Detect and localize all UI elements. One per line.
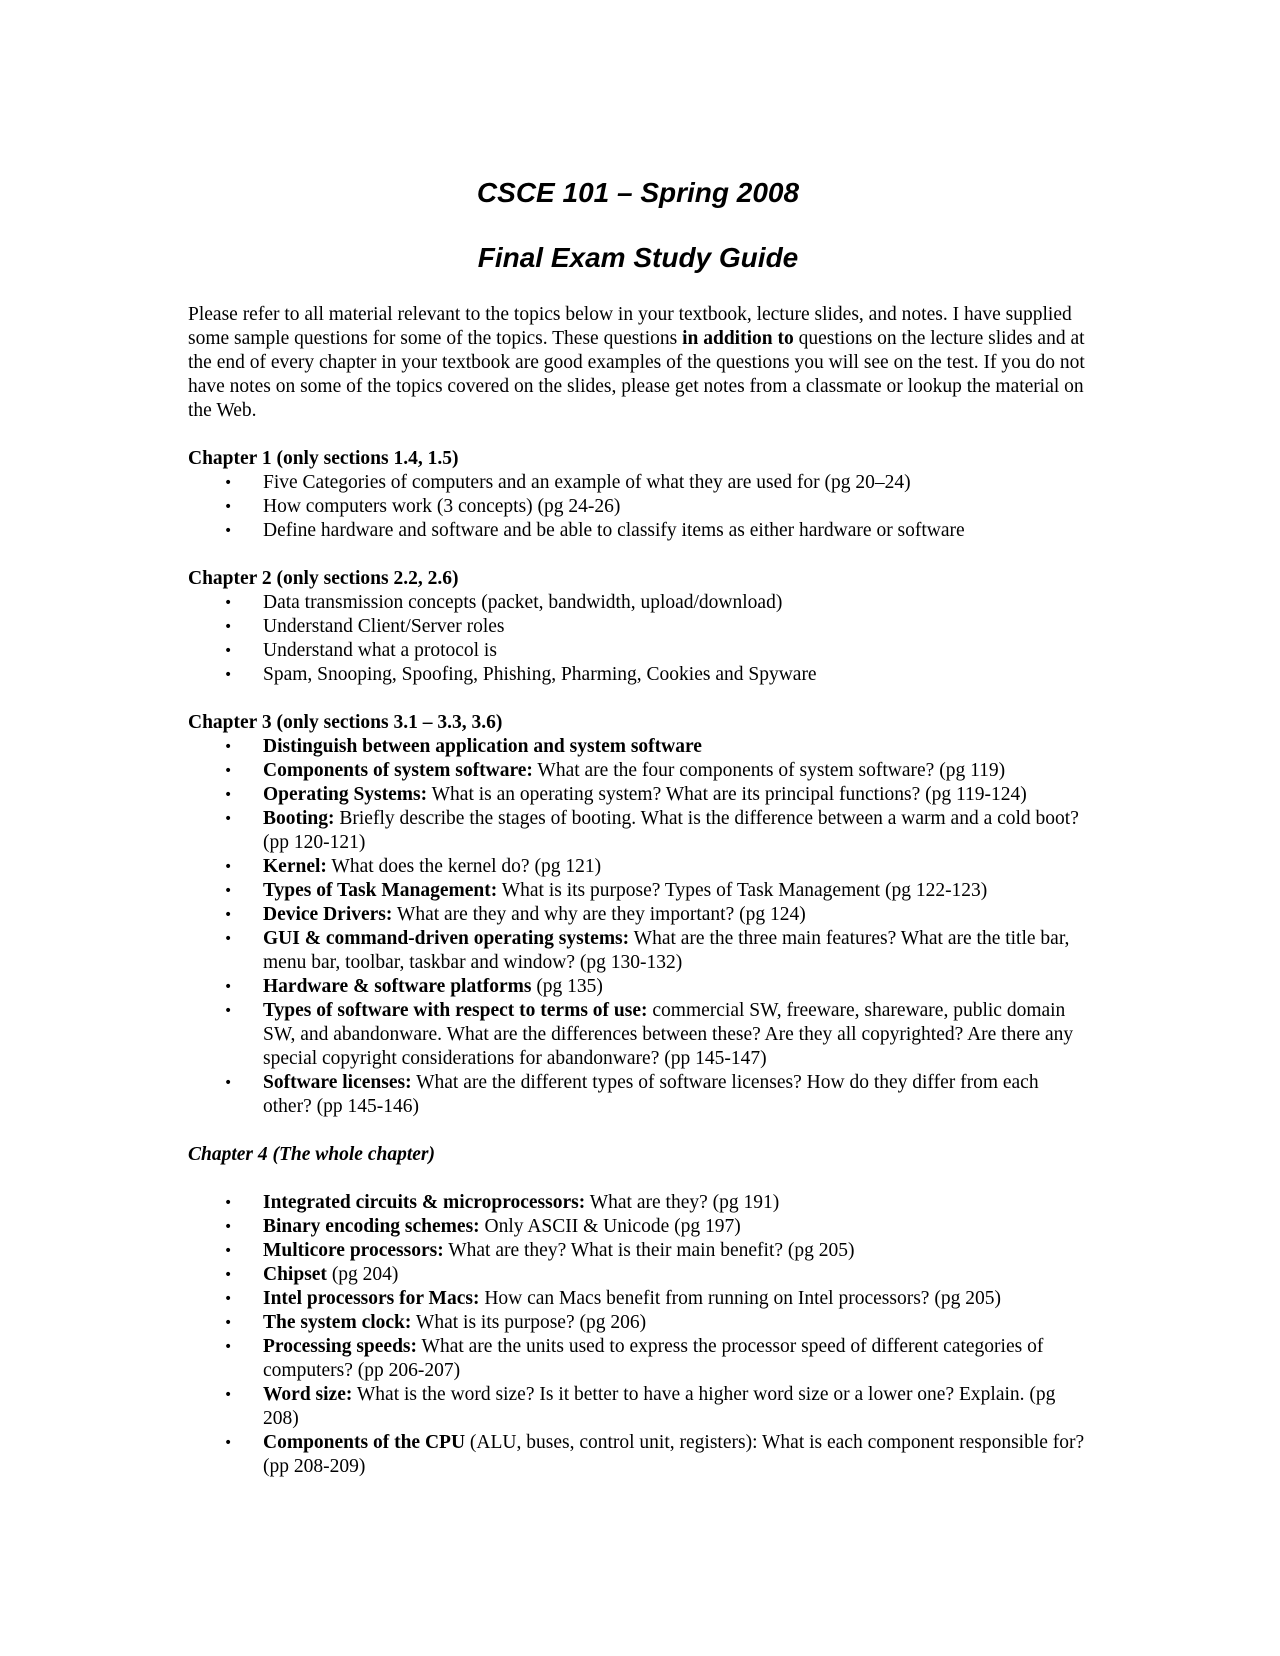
topic-text: Understand what a protocol is xyxy=(263,640,497,661)
topic-text: Data transmission concepts (packet, bandwidth, upload/download) xyxy=(263,592,783,613)
topic-text: What is the word size? Is it better to have a higher word size or a lower one? Explain. (pg 208) xyxy=(263,1384,1056,1429)
intro-text-part1: Please refer to all material relevant to the topics below in your textbook, lecture slides, and notes. I have supplied some sample questions for some of the topics. These questions xyxy=(188,304,1072,349)
bullet-icon: • xyxy=(224,595,233,611)
chapter-4-topic-list xyxy=(188,1191,1088,1479)
list-item xyxy=(188,519,1088,543)
bullet-icon: • xyxy=(224,1195,233,1211)
bullet-icon: • xyxy=(224,499,233,515)
topic-text: What are the three main features? What are the title bar, menu bar, toolbar, taskbar and window? (pg 130-132) xyxy=(263,928,1070,973)
topic-bold: Distinguish between application and system software xyxy=(263,736,702,757)
topic-bold: Software licenses: xyxy=(263,1072,412,1093)
topic-text: (ALU, buses, control unit, registers): What is each component responsible for? (pp 208-209) xyxy=(263,1432,1085,1477)
chapter-1-heading: Chapter 1 (only sections 1.4, 1.5) xyxy=(188,448,459,469)
intro-text-part2: questions on the lecture slides and at the end of every chapter in your textbook are good examples of the questions you will see on the test. If you do not have notes on some of the topics covered on the slides, please get notes from a classmate or lookup the material on the Web. xyxy=(188,328,1085,421)
topic-bold: Word size: xyxy=(263,1384,353,1405)
chapter-1-section xyxy=(188,447,1088,543)
topic-text: What are they? What is their main benefit? (pg 205) xyxy=(443,1240,855,1261)
list-item xyxy=(188,615,1088,639)
bullet-icon: • xyxy=(224,1243,233,1259)
topic-text: Briefly describe the stages of booting. What is the difference between a warm and a cold boot? (pp 120-121) xyxy=(263,808,1079,853)
chapter-3-section xyxy=(188,711,1088,1119)
bullet-icon: • xyxy=(224,1291,233,1307)
list-item xyxy=(188,1239,1088,1263)
bullet-icon: • xyxy=(224,1339,233,1355)
topic-text: (pg 135) xyxy=(531,976,603,997)
topic-bold: Kernel: xyxy=(263,856,327,877)
topic-text: Define hardware and software and be able to classify items as either hardware or software xyxy=(263,520,965,541)
bullet-icon: • xyxy=(224,1387,233,1403)
list-item xyxy=(188,639,1088,663)
bullet-icon: • xyxy=(224,979,233,995)
bullet-icon: • xyxy=(224,859,233,875)
bullet-icon: • xyxy=(224,1315,233,1331)
list-item xyxy=(188,783,1088,807)
topic-text: Understand Client/Server roles xyxy=(263,616,505,637)
list-item xyxy=(188,1335,1088,1383)
topic-bold: Chipset xyxy=(263,1264,327,1285)
list-item xyxy=(188,1215,1088,1239)
chapter-4-section xyxy=(188,1143,1088,1479)
chapter-2-topic-list xyxy=(188,591,1088,687)
topic-text: Spam, Snooping, Spoofing, Phishing, Pharming, Cookies and Spyware xyxy=(263,664,817,685)
list-item xyxy=(188,663,1088,687)
bullet-icon: • xyxy=(224,475,233,491)
topic-text: How can Macs benefit from running on Intel processors? (pg 205) xyxy=(479,1288,1001,1309)
chapter-2-heading: Chapter 2 (only sections 2.2, 2.6) xyxy=(188,568,459,589)
topic-text: What is its purpose? (pg 206) xyxy=(411,1312,647,1333)
intro-emphasis: in addition to xyxy=(682,328,794,349)
list-item xyxy=(188,1191,1088,1215)
list-item xyxy=(188,495,1088,519)
topic-text: What is its purpose? Types of Task Management (pg 122-123) xyxy=(497,880,988,901)
list-item xyxy=(188,927,1088,975)
topic-bold: Binary encoding schemes: xyxy=(263,1216,480,1237)
chapter-2-section xyxy=(188,567,1088,687)
bullet-icon: • xyxy=(224,931,233,947)
topic-bold: Intel processors for Macs: xyxy=(263,1288,480,1309)
topic-bold: Device Drivers: xyxy=(263,904,393,925)
topic-text: How computers work (3 concepts) (pg 24-26) xyxy=(263,496,621,517)
bullet-icon: • xyxy=(224,1003,233,1019)
topic-bold: Booting: xyxy=(263,808,335,829)
topic-text: Only ASCII & Unicode (pg 197) xyxy=(479,1216,741,1237)
topic-bold: GUI & command-driven operating systems: xyxy=(263,928,630,949)
topic-bold: The system clock: xyxy=(263,1312,412,1333)
topic-text: What does the kernel do? (pg 121) xyxy=(326,856,602,877)
document-title: CSCE 101 – Spring 2008 xyxy=(476,177,800,208)
topic-bold: Integrated circuits & microprocessors: xyxy=(263,1192,586,1213)
chapter-3-topic-list xyxy=(188,735,1088,1119)
list-item xyxy=(188,591,1088,615)
document-subtitle: Final Exam Study Guide xyxy=(477,242,799,273)
list-item xyxy=(188,879,1088,903)
topic-text: What is an operating system? What are its principal functions? (pg 119-124) xyxy=(427,784,1027,805)
list-item xyxy=(188,903,1088,927)
list-item xyxy=(188,1311,1088,1335)
topic-text: What are the different types of software licenses? How do they differ from each other? (pp 145-146) xyxy=(263,1072,1039,1117)
topic-bold: Multicore processors: xyxy=(263,1240,444,1261)
bullet-icon: • xyxy=(224,787,233,803)
topic-bold: Processing speeds: xyxy=(263,1336,418,1357)
bullet-icon: • xyxy=(224,667,233,683)
bullet-icon: • xyxy=(224,739,233,755)
topic-text: Five Categories of computers and an example of what they are used for (pg 20–24) xyxy=(263,472,911,493)
bullet-icon: • xyxy=(224,643,233,659)
bullet-icon: • xyxy=(224,1267,233,1283)
list-item xyxy=(188,1431,1088,1479)
bullet-icon: • xyxy=(224,907,233,923)
topic-bold: Operating Systems: xyxy=(263,784,428,805)
list-item xyxy=(188,1383,1088,1431)
topic-text: What are they and why are they important? (pg 124) xyxy=(392,904,806,925)
topic-bold: Types of Task Management: xyxy=(263,880,498,901)
list-item xyxy=(188,1287,1088,1311)
list-item xyxy=(188,1263,1088,1287)
topic-bold: Components of system software: xyxy=(263,760,533,781)
topic-text: What are they? (pg 191) xyxy=(585,1192,780,1213)
topic-bold: Types of software with respect to terms of use: xyxy=(263,1000,648,1021)
bullet-icon: • xyxy=(224,1075,233,1091)
chapter-1-topic-list xyxy=(188,471,1088,543)
bullet-icon: • xyxy=(224,811,233,827)
list-item xyxy=(188,855,1088,879)
topic-text: (pg 204) xyxy=(326,1264,399,1285)
bullet-icon: • xyxy=(224,619,233,635)
intro-paragraph xyxy=(188,303,1088,423)
list-item xyxy=(188,1071,1088,1119)
bullet-icon: • xyxy=(224,523,233,539)
bullet-icon: • xyxy=(224,763,233,779)
list-item xyxy=(188,735,1088,759)
chapter-4-heading: Chapter 4 (The whole chapter) xyxy=(188,1144,435,1165)
list-item xyxy=(188,807,1088,855)
bullet-icon: • xyxy=(224,883,233,899)
bullet-icon: • xyxy=(224,1435,233,1451)
topic-bold: Components of the CPU xyxy=(263,1432,466,1453)
topic-text: What are the four components of system software? (pg 119) xyxy=(532,760,1006,781)
topic-bold: Hardware & software platforms xyxy=(263,976,532,997)
topic-text: What are the units used to express the processor speed of different categories of computers? (pp 206-207) xyxy=(263,1336,1044,1381)
list-item xyxy=(188,759,1088,783)
chapter-3-heading: Chapter 3 (only sections 3.1 – 3.3, 3.6) xyxy=(188,712,503,733)
document-body xyxy=(188,303,1088,1479)
list-item xyxy=(188,975,1088,999)
topic-text: commercial SW, freeware, shareware, public domain SW, and abandonware. What are the differences between these? Are they all copyrighted? Are there any special copyright considerations for abandonware? (pp 145-147) xyxy=(263,1000,1074,1069)
list-item xyxy=(188,471,1088,495)
list-item xyxy=(188,999,1088,1071)
bullet-icon: • xyxy=(224,1219,233,1235)
